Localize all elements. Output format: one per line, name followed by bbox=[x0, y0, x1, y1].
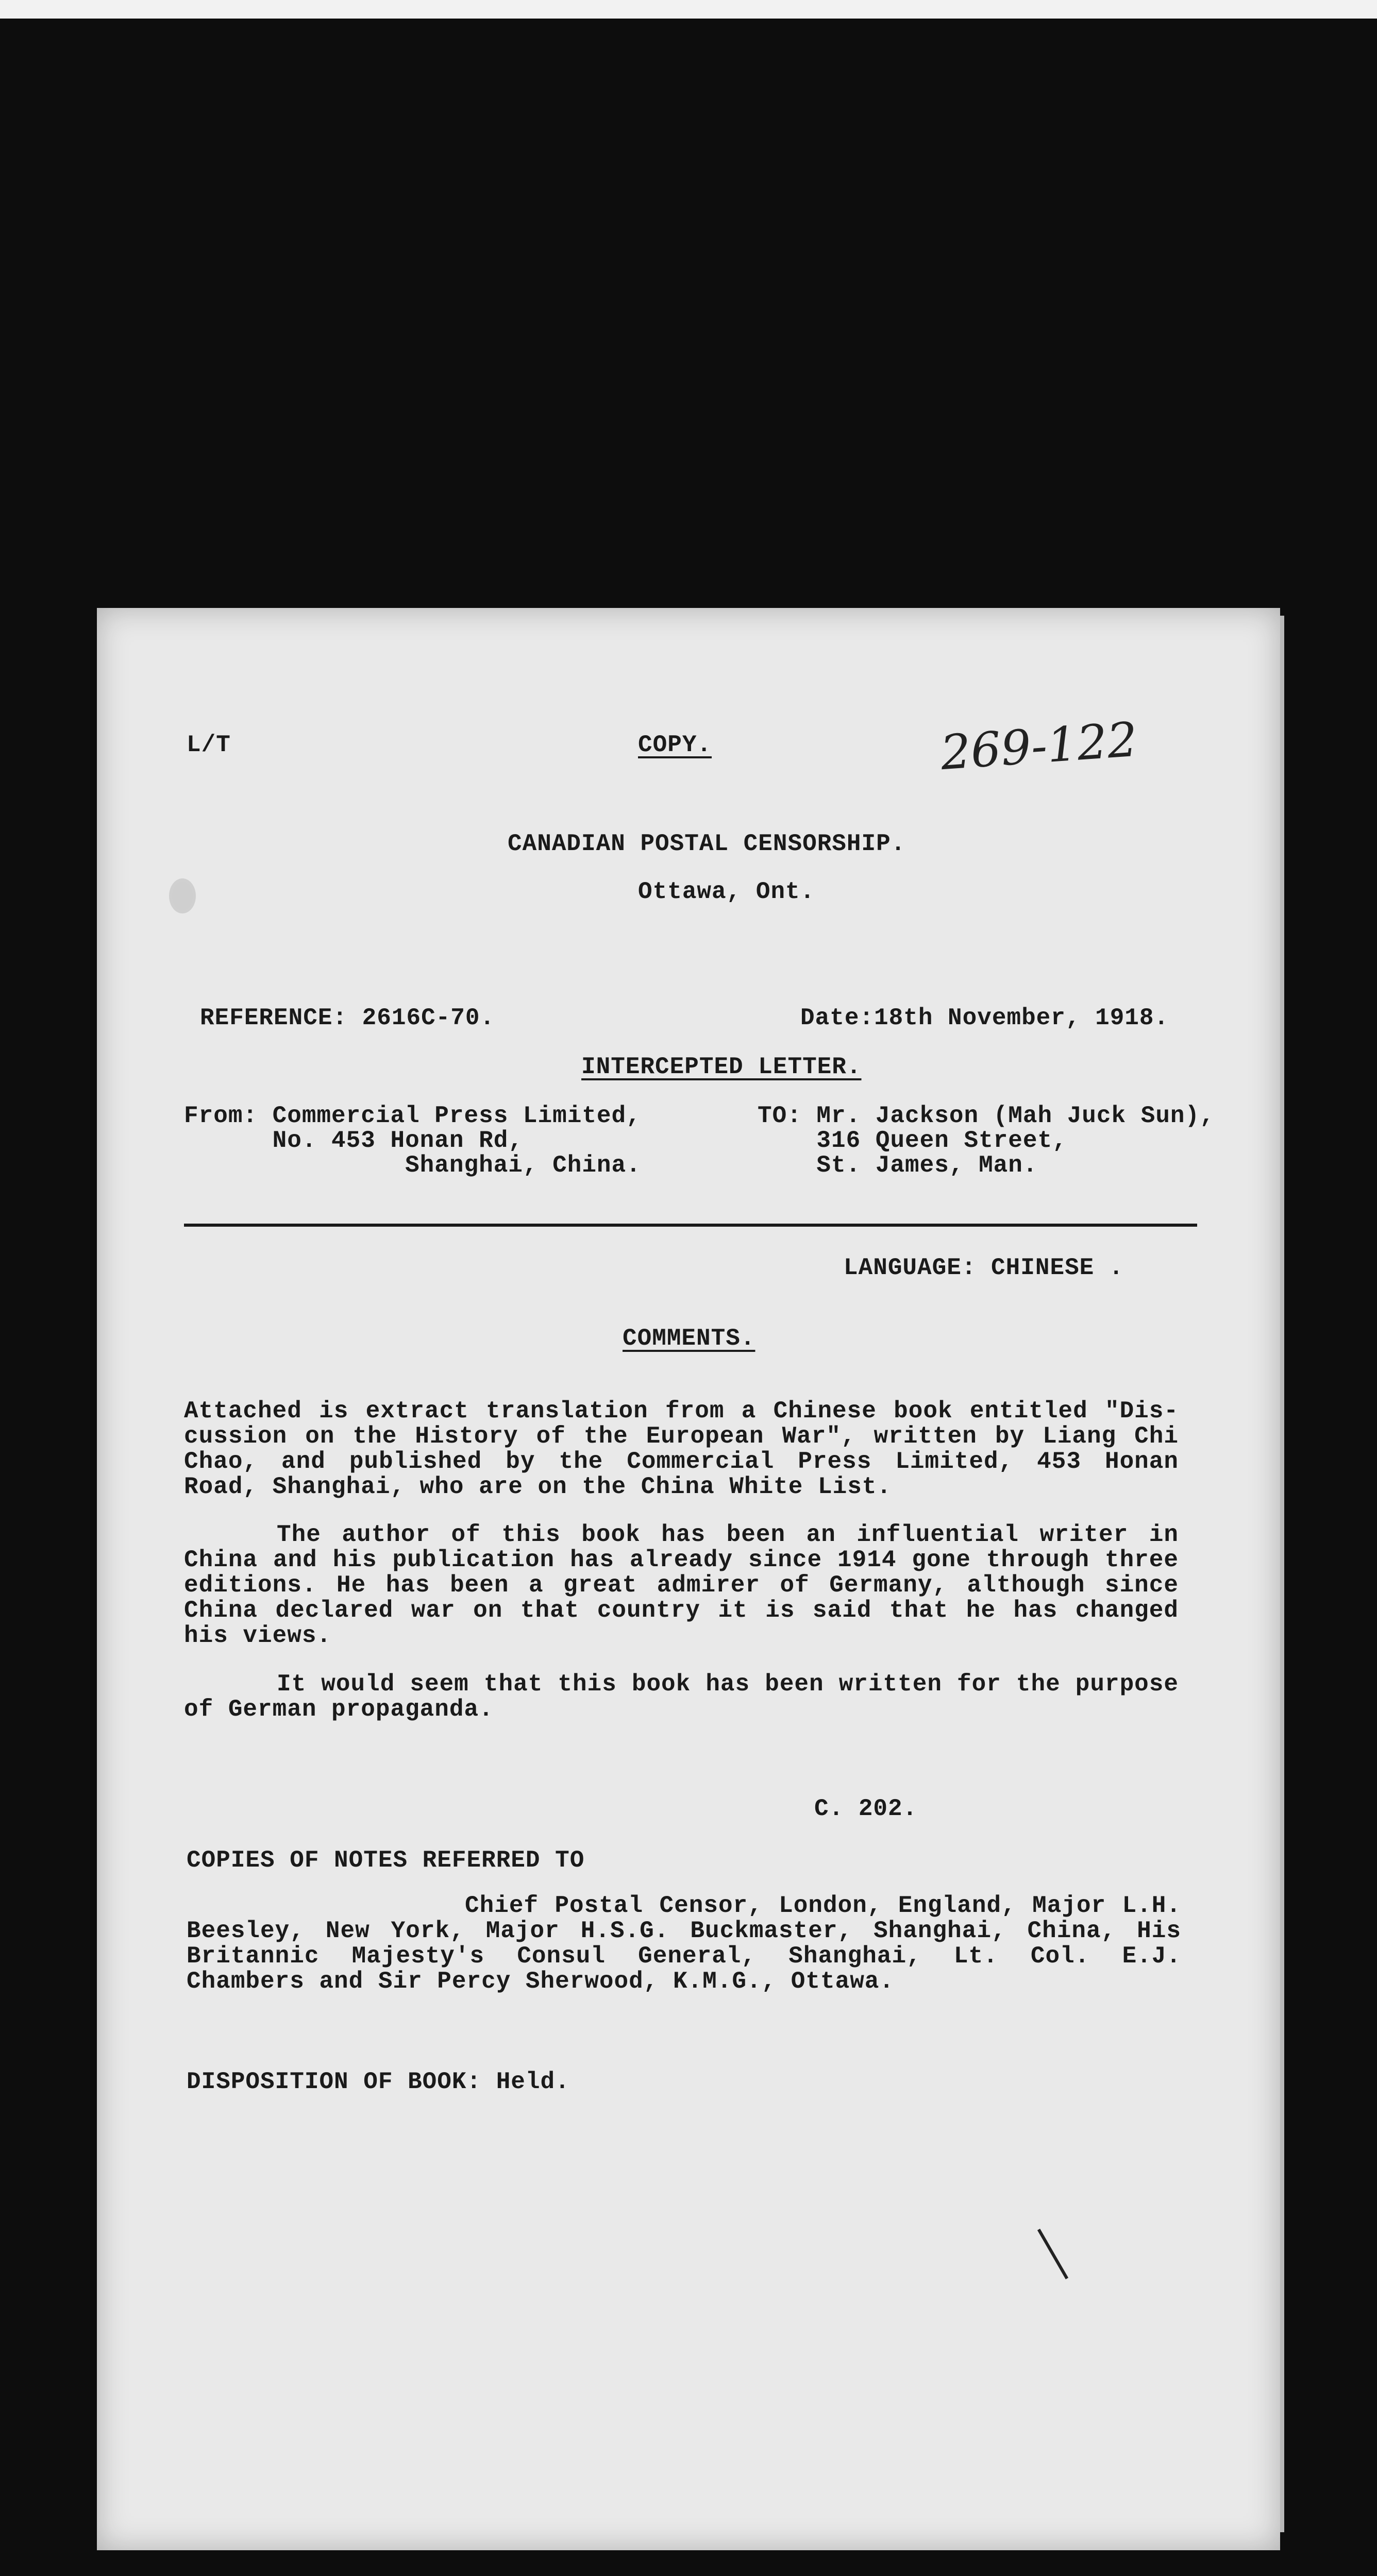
comments-heading: COMMENTS. bbox=[623, 1325, 755, 1352]
film-top-strip bbox=[0, 0, 1377, 19]
comment-paragraph-3: It would seem that this book has been written for the purpose of German propaganda. bbox=[184, 1671, 1179, 1723]
signature-code: C. 202. bbox=[814, 1795, 918, 1822]
to-line-3: St. James, Man. bbox=[758, 1152, 1038, 1179]
to-line-2: 316 Queen Street, bbox=[758, 1127, 1067, 1154]
comment-paragraph-1: Attached is extract translation from a Chinese book entitled "Dis-cussion on the History of the European War", written by Liang Chi Chao, and published by the Commercial Press Limited, 453 Honan Road, Shanghai, who are on the China White List. bbox=[184, 1398, 1179, 1500]
punch-hole bbox=[169, 878, 196, 913]
from-line-1: From: Commercial Press Limited, bbox=[184, 1103, 641, 1129]
document-date: Date:18th November, 1918. bbox=[800, 1005, 1169, 1031]
copy-heading: COPY. bbox=[638, 732, 712, 758]
from-line-3: Shanghai, China. bbox=[184, 1152, 641, 1179]
agency-title: CANADIAN POSTAL CENSORSHIP. bbox=[508, 831, 906, 857]
language-line: LANGUAGE: CHINESE . bbox=[844, 1255, 1124, 1281]
document-type-heading: INTERCEPTED LETTER. bbox=[581, 1054, 862, 1080]
disposition-line: DISPOSITION OF BOOK: Held. bbox=[187, 2069, 570, 2095]
separator-rule bbox=[184, 1224, 1197, 1227]
reference-number: REFERENCE: 2616C-70. bbox=[200, 1005, 495, 1031]
comment-paragraph-2: The author of this book has been an influential writer in China and his publication has already since 1914 gone through three editions. He has been a great admirer of Germany, although since China declared war on that country it is said that he has changed his views. bbox=[184, 1521, 1179, 1649]
to-line-1: TO: Mr. Jackson (Mah Juck Sun), bbox=[758, 1103, 1215, 1129]
header-left-code: L/T bbox=[187, 732, 231, 758]
copies-recipients: Chief Postal Censor, London, England, Major L.H. Beesley, New York, Major H.S.G. Buckmaster, Shanghai, China, His Britannic Majesty's Consul General, Shanghai, Lt. Col. E.J. Chambers and Sir Percy Sherwood, K.M.G., Ottawa. bbox=[187, 1892, 1181, 1995]
copies-heading: COPIES OF NOTES REFERRED TO bbox=[187, 1847, 585, 1874]
location-line: Ottawa, Ont. bbox=[638, 878, 815, 905]
from-line-2: No. 453 Honan Rd, bbox=[184, 1127, 523, 1154]
handwritten-file-number: 269-122 bbox=[938, 711, 1139, 781]
